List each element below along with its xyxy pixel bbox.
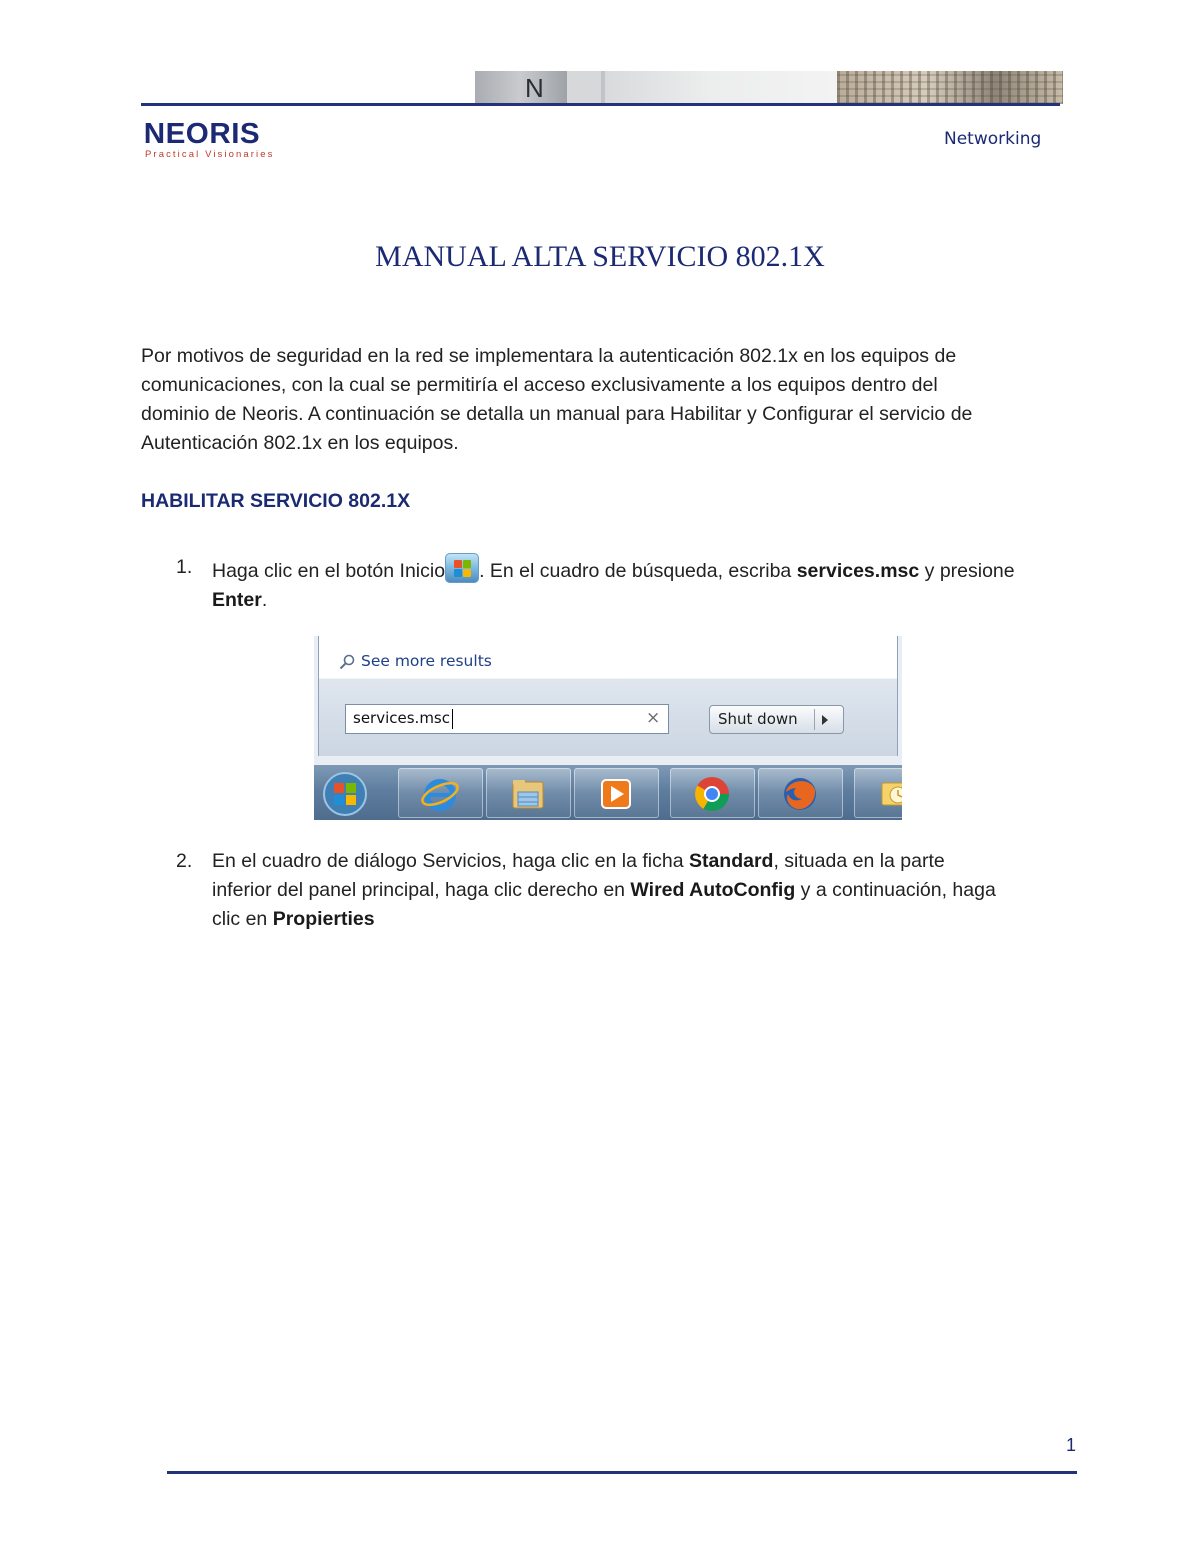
intro-line: comunicaciones, con la cual se permitiría el acceso exclusivamente a los equipos dentro del xyxy=(141,374,938,396)
step-2 xyxy=(0,847,1200,937)
step-number: 2. xyxy=(176,850,193,872)
taskbar-internet-explorer[interactable] xyxy=(398,768,483,818)
shut-down-label: Shut down xyxy=(718,710,798,728)
logo-tagline: Practical Visionaries xyxy=(145,149,275,160)
media-player-icon xyxy=(596,774,636,814)
start-menu-panel xyxy=(318,636,898,756)
service-name: Wired AutoConfig xyxy=(630,879,796,901)
step-text xyxy=(212,847,1092,934)
start-button[interactable] xyxy=(316,768,372,818)
search-value: services.msc xyxy=(353,709,450,727)
internet-explorer-icon xyxy=(420,774,460,814)
step-text-part: y a continuación, haga xyxy=(795,879,996,901)
start-menu-screenshot xyxy=(314,636,902,820)
banner-gradient xyxy=(605,71,837,104)
step-text-part: . En el cuadro de búsqueda, escriba xyxy=(479,560,797,582)
step-number: 1. xyxy=(176,556,193,578)
shutdown-options-arrow-icon[interactable] xyxy=(822,715,828,725)
taskbar-file-explorer[interactable] xyxy=(486,768,571,818)
header-rule xyxy=(141,103,1060,106)
clear-search-icon[interactable]: × xyxy=(646,708,661,728)
step-text-part: Haga clic en el botón Inicio xyxy=(212,560,446,582)
intro-line: dominio de Neoris. A continuación se detalla un manual para Habilitar y Configurar el servicio de xyxy=(141,403,973,425)
header-banner xyxy=(475,71,1063,104)
document-title: MANUAL ALTA SERVICIO 802.1X xyxy=(375,240,825,273)
chrome-icon xyxy=(692,774,732,814)
page-number: 1 xyxy=(1066,1435,1077,1455)
key-name: Enter xyxy=(212,589,262,611)
banner-letter-panel xyxy=(475,71,605,104)
section-heading: HABILITAR SERVICIO 802.1X xyxy=(141,490,411,512)
intro-line: Autenticación 802.1x en los equipos. xyxy=(141,432,459,454)
command-text: services.msc xyxy=(796,560,920,582)
outlook-icon xyxy=(876,774,902,814)
step-text-part: clic en xyxy=(212,908,273,930)
taskbar-chrome[interactable] xyxy=(670,768,755,818)
step-text-part: inferior del panel principal, haga clic derecho en xyxy=(212,879,631,901)
banner-letter: N xyxy=(525,73,544,103)
footer-rule xyxy=(167,1471,1077,1474)
file-explorer-icon xyxy=(508,774,548,814)
windows-start-icon xyxy=(445,553,479,583)
section-label: Networking xyxy=(944,129,1042,149)
shut-down-button[interactable] xyxy=(709,705,844,734)
banner-photo xyxy=(837,71,1063,104)
taskbar-firefox[interactable] xyxy=(758,768,843,818)
taskbar-media-player[interactable] xyxy=(574,768,659,818)
intro-paragraph xyxy=(141,342,1076,458)
firefox-icon xyxy=(780,774,820,814)
step-text-part: En el cuadro de diálogo Servicios, haga clic en la ficha xyxy=(212,850,689,872)
step-text: Haga clic en el botón Inicio . En el cuadro de búsqueda, escriba services.msc y presione Enter. xyxy=(212,553,1092,615)
step-text-part: , situada en la parte xyxy=(773,850,945,872)
menu-item-name: Propierties xyxy=(272,908,375,930)
see-more-results-link[interactable]: See more results xyxy=(361,652,492,670)
tab-name: Standard xyxy=(688,850,774,872)
intro-line: Por motivos de seguridad en la red se implementara la autenticación 802.1x en los equipos de xyxy=(141,345,957,367)
search-input[interactable] xyxy=(345,704,669,734)
step-1 xyxy=(0,553,1200,613)
taskbar xyxy=(314,765,902,820)
text-caret xyxy=(452,709,453,729)
windows-start-icon xyxy=(322,771,368,817)
taskbar-outlook[interactable] xyxy=(854,768,902,818)
neoris-logo xyxy=(145,118,275,162)
step-text-part: y presione xyxy=(919,560,1015,582)
logo-text: NEORIS xyxy=(143,118,261,150)
search-icon xyxy=(339,654,355,670)
